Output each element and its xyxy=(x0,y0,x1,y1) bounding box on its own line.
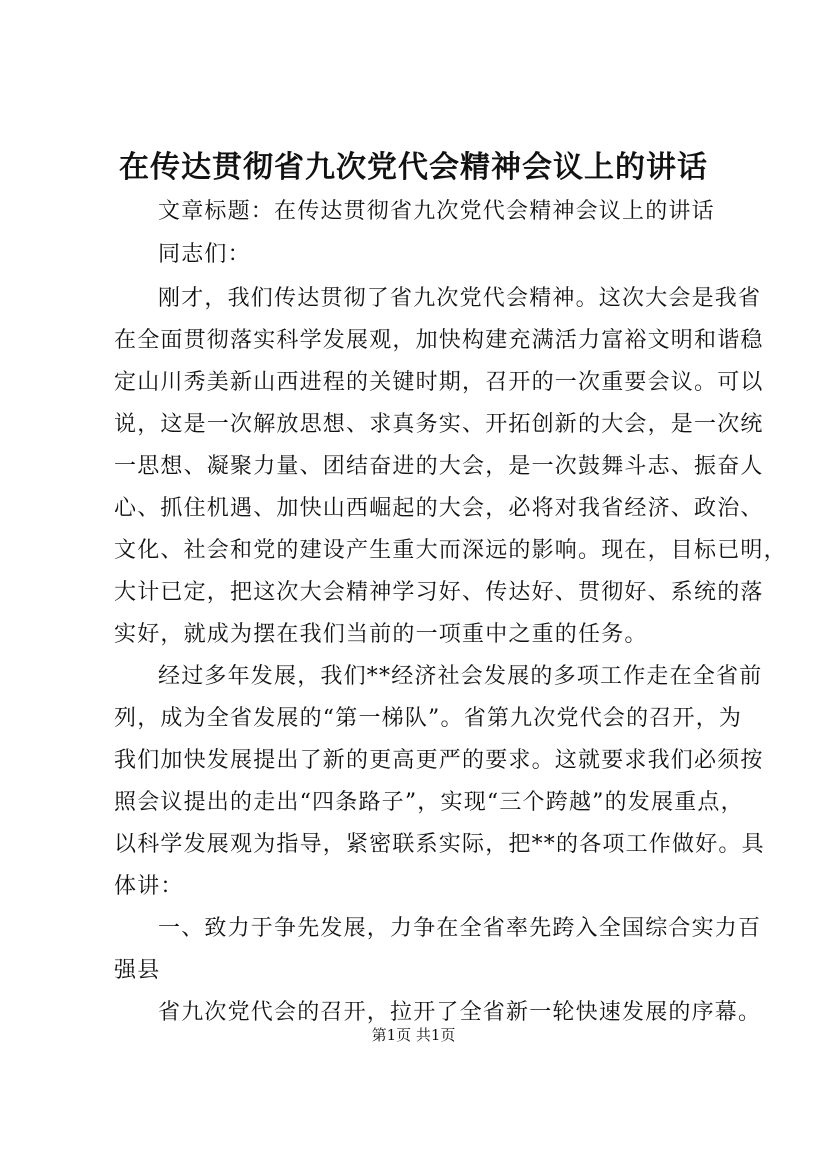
paragraph-line: 我们加快发展提出了新的更高更严的要求。这就要求我们必须按 xyxy=(114,748,764,773)
page-footer: 第1页 共1页 xyxy=(371,1026,456,1044)
paragraph-line: 实好，就成为摆在我们当前的一项重中之重的任务。 xyxy=(114,622,648,647)
paragraph-line: 文化、社会和党的建设产生重大而深远的影响。现在，目标已明， xyxy=(114,538,787,563)
paragraph-line: 列，成为全省发展的“第一梯队”。省第九次党代会的召开，为 xyxy=(114,706,743,731)
paragraph-line: 省九次党代会的召开，拉开了全省新一轮快速发展的序幕。 xyxy=(158,1000,762,1025)
salutation: 同志们： xyxy=(158,242,251,267)
paragraph-line: 以科学发展观为指导，紧密联系实际，把**的各项工作做好。具 xyxy=(114,832,765,857)
paragraph-line: 照会议提出的走出“四条路子”，实现“三个跨越”的发展重点， xyxy=(114,790,744,815)
paragraph-line: 刚才，我们传达贯彻了省九次党代会精神。这次大会是我省 xyxy=(158,286,762,311)
paragraph-line: 心、抓住机遇、加快山西崛起的大会，必将对我省经济、政治、 xyxy=(114,496,764,521)
section-heading-line: 强县 xyxy=(114,958,161,983)
paragraph-line: 在全面贯彻落实科学发展观，加快构建充满活力富裕文明和谐稳 xyxy=(114,328,764,353)
paragraph-line: 体讲： xyxy=(114,874,184,899)
paragraph-line: 一思想、凝聚力量、团结奋进的大会，是一次鼓舞斗志、振奋人 xyxy=(114,454,764,479)
paragraph-line: 说，这是一次解放思想、求真务实、开拓创新的大会，是一次统 xyxy=(114,412,764,437)
article-title-line: 文章标题：在传达贯彻省九次党代会精神会议上的讲话 xyxy=(158,199,715,224)
paragraph-line: 大计已定，把这次大会精神学习好、传达好、贯彻好、系统的落 xyxy=(114,580,764,605)
document-title: 在传达贯彻省九次党代会精神会议上的讲话 xyxy=(119,150,708,185)
section-heading-line: 一、致力于争先发展，力争在全省率先跨入全国综合实力百 xyxy=(158,916,762,941)
paragraph-line: 定山川秀美新山西进程的关键时期，召开的一次重要会议。可以 xyxy=(114,370,764,395)
paragraph-line: 经过多年发展，我们**经济社会发展的多项工作走在全省前 xyxy=(158,664,763,689)
